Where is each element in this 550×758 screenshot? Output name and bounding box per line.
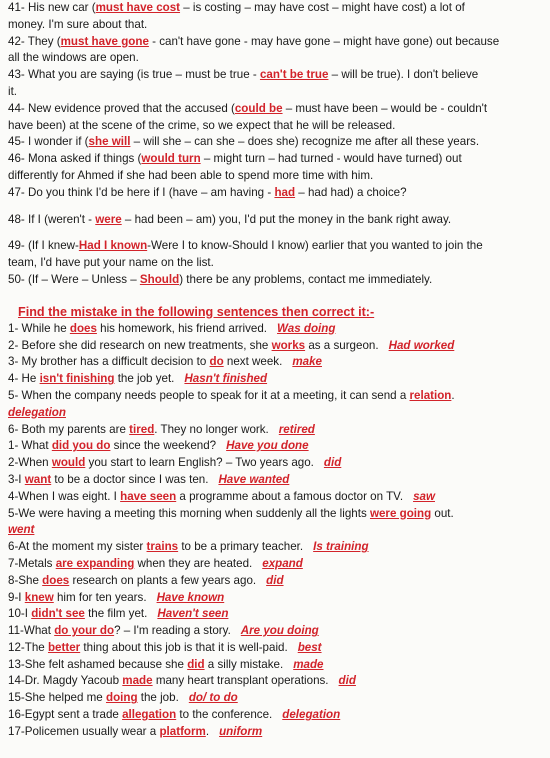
correction: Have known [156,590,225,604]
text-line [8,506,542,523]
plain-text: the job. [137,691,179,705]
plain-text: ? – I'm reading a story. [114,624,231,638]
plain-text: since the weekend? [110,439,217,453]
highlighted-answer: she will [88,135,131,149]
text-line [8,151,542,168]
section-heading: Find the mistake in the following sentences then correct it:- [18,304,375,319]
plain-text: a programme about a famous doctor on TV. [176,489,404,503]
plain-text: . They no longer work. [154,422,269,436]
plain-text: 15-She helped me [8,691,106,705]
plain-text: to the conference. [176,708,273,722]
text-line [8,438,542,455]
plain-text: next week. [223,355,283,369]
plain-text: – must have been – would be - couldn't [282,101,488,115]
plain-text: – will be true). I don't believe [328,68,479,82]
correction: best [297,640,322,654]
highlighted-answer: do your do [54,624,115,638]
plain-text: to be a doctor since I was ten. [51,472,209,486]
plain-text: ) there be any problems, contact me immediately. [179,272,433,286]
correction: saw [413,489,435,503]
plain-text: 45- I wonder if ( [8,135,89,149]
plain-text: 3- My brother has a difficult decision to [8,355,210,369]
highlighted-answer: platform [159,724,206,738]
plain-text: 14-Dr. Magdy Yacoub [8,674,123,688]
plain-text: research on plants a few years ago. [69,573,257,587]
text-line [8,422,542,439]
correction: Hasn't finished [184,372,268,386]
plain-text: 48- If I (weren't - [8,212,96,226]
highlighted-answer: does [69,321,97,335]
text-line [8,522,542,539]
correction: Have you done [226,439,309,453]
plain-text: 9-I [8,590,25,604]
highlighted-answer: must have cost [95,1,181,14]
plain-text: team, I'd have put your name on the list. [8,256,214,270]
text-line [8,573,542,590]
plain-text: differently for Ahmed if she had been able to spend more time with him. [8,168,374,182]
plain-text: 1- What [8,439,52,453]
highlighted-answer: made [122,674,153,688]
highlighted-answer: could be [234,101,283,115]
text-line [8,724,542,741]
correction: make [292,355,322,369]
text-line [8,405,542,422]
plain-text: you start to learn English? – Two years ago. [85,456,314,470]
find-the-mistake-section [8,321,542,741]
correction: Are you doing [240,624,319,638]
highlighted-answer: were going [369,506,432,520]
plain-text: 2-When [8,456,52,470]
plain-text: – will she – can she – does she) recognize me after all these years. [130,135,480,149]
plain-text: all the windows are open. [8,51,139,65]
plain-text: – is costing – may have cost – might have cost) a lot of [180,1,465,14]
plain-text: him for ten years. [53,590,147,604]
highlighted-answer: Should [139,272,180,286]
plain-text: – had had) a choice? [295,185,407,199]
plain-text: money. I'm sure about that. [8,17,148,31]
plain-text: . [451,388,455,402]
plain-text: – had been – am) you, I'd put the money in the bank right away. [121,212,452,226]
text-line [8,455,542,472]
plain-text: 8-She [8,573,43,587]
plain-text: 13-She felt ashamed because she [8,657,188,671]
text-line [8,623,542,640]
correction: do/ to do [188,691,238,705]
correction: made [293,657,324,671]
highlighted-answer: does [42,573,70,587]
text-line [8,388,542,405]
plain-text: many heart transplant operations. [152,674,329,688]
text-line [8,134,542,151]
text-line [8,321,542,338]
text-line [8,67,542,84]
correction: did [266,573,284,587]
text-line [8,34,542,51]
text-line [8,707,542,724]
highlighted-answer: can't be true [259,68,329,82]
plain-text: 5- When the company needs people to speak for it at a meeting, it can send a [8,388,410,402]
correction: Have wanted [218,472,290,486]
text-line [8,50,542,67]
plain-text: to be a primary teacher. [178,540,304,554]
text-line [8,338,542,355]
plain-text: 47- Do you think I'd be here if I (have – am having - [8,185,275,199]
highlighted-answer: tired [129,422,155,436]
correction: Was doing [277,321,336,335]
highlighted-answer: would turn [141,152,201,166]
text-line [8,590,542,607]
text-line [8,168,542,185]
highlighted-answer: are expanding [55,556,135,570]
plain-text: 6-At the moment my sister [8,540,147,554]
plain-text: – might turn – had turned - would have turned) out [200,152,462,166]
plain-text: the film yet. [84,607,148,621]
plain-text: 3-I [8,472,25,486]
correction: uniform [219,724,263,738]
correction: Had worked [388,338,455,352]
highlighted-answer: doing [105,691,138,705]
plain-text: 6- Both my parents are [8,422,130,436]
highlighted-answer: did you do [51,439,111,453]
plain-text: his homework, his friend arrived. [96,321,268,335]
plain-text: . [205,724,210,738]
text-line [8,556,542,573]
highlighted-answer: would [51,456,86,470]
plain-text: thing about this job is that it is well-paid. [80,640,288,654]
plain-text: 44- New evidence proved that the accused ( [8,101,235,115]
text-line [8,84,542,101]
highlighted-answer: want [24,472,52,486]
plain-text: 1- While he [8,321,70,335]
text-line [8,255,542,272]
text-line [8,690,542,707]
plain-text: 49- (If I knew- [8,239,79,253]
text-line [8,640,542,657]
text-line [8,354,542,371]
correction: retired [278,422,315,436]
plain-text: 11-What [8,624,55,638]
highlighted-answer: were [95,212,122,226]
text-line [8,101,542,118]
highlighted-answer: do [209,355,224,369]
plain-text: 12-The [8,640,48,654]
highlighted-answer: have seen [120,489,177,503]
correction: went [8,523,35,537]
correction: delegation [8,405,66,419]
text-line [8,472,542,489]
plain-text: a silly mistake. [204,657,284,671]
text-line [8,0,542,17]
text-line [8,17,542,34]
text-line [8,657,542,674]
text-line [8,673,542,690]
highlighted-answer: allegation [122,708,177,722]
text-line [8,118,542,135]
plain-text: 2- Before she did research on new treatments, she [8,338,272,352]
correction: did [323,456,342,470]
correction: Haven't seen [157,607,229,621]
highlighted-answer: didn't see [31,607,85,621]
highlighted-answer: better [47,640,81,654]
plain-text: 5-We were having a meeting this morning when suddenly all the lights [8,506,370,520]
plain-text: - can't have gone - may have gone – might have gone) out because [148,34,500,48]
plain-text: 10-I [8,607,32,621]
plain-text: the job yet. [114,372,175,386]
highlighted-answer: Had I known [78,239,148,253]
highlighted-answer: isn't finishing [39,372,115,386]
plain-text: 41- His new car ( [8,1,96,14]
text-line [8,272,542,289]
highlighted-answer: must have gone [60,34,149,48]
plain-text: have been) at the scene of the crime, so we expect that he will be released. [8,118,396,132]
plain-text: 7-Metals [8,556,56,570]
correction: Is training [313,540,369,554]
highlighted-answer: knew [24,590,54,604]
plain-text: when they are heated. [134,556,253,570]
plain-text: 46- Mona asked if things ( [8,152,142,166]
text-line [8,212,542,229]
plain-text: it. [8,84,18,98]
correction: did [338,674,356,688]
plain-text: 50- (If – Were – Unless – [8,272,140,286]
plain-text: 43- What you are saying (is true – must be true - [8,68,260,82]
plain-text: -Were I to know-Should I know) earlier that you wanted to join the [147,239,483,253]
text-line [8,238,542,255]
text-line [8,489,542,506]
plain-text: 17-Policemen usually wear a [8,724,160,738]
plain-text: 4-When I was eight. I [8,489,121,503]
plain-text: 16-Egypt sent a trade [8,708,123,722]
highlighted-answer: works [271,338,306,352]
plain-text: out. [431,506,454,520]
correction: delegation [282,708,341,722]
correction: expand [262,556,303,570]
text-line [8,539,542,556]
highlighted-answer: had [274,185,296,199]
highlighted-answer: did [187,657,205,671]
highlighted-answer: trains [146,540,179,554]
plain-text: 4- He [8,372,40,386]
plain-text: 42- They ( [8,34,61,48]
plain-text: as a surgeon. [305,338,379,352]
text-line [8,185,542,202]
text-line [8,371,542,388]
multiple-choice-section [8,0,542,321]
text-line [8,606,542,623]
highlighted-answer: relation [409,388,452,402]
